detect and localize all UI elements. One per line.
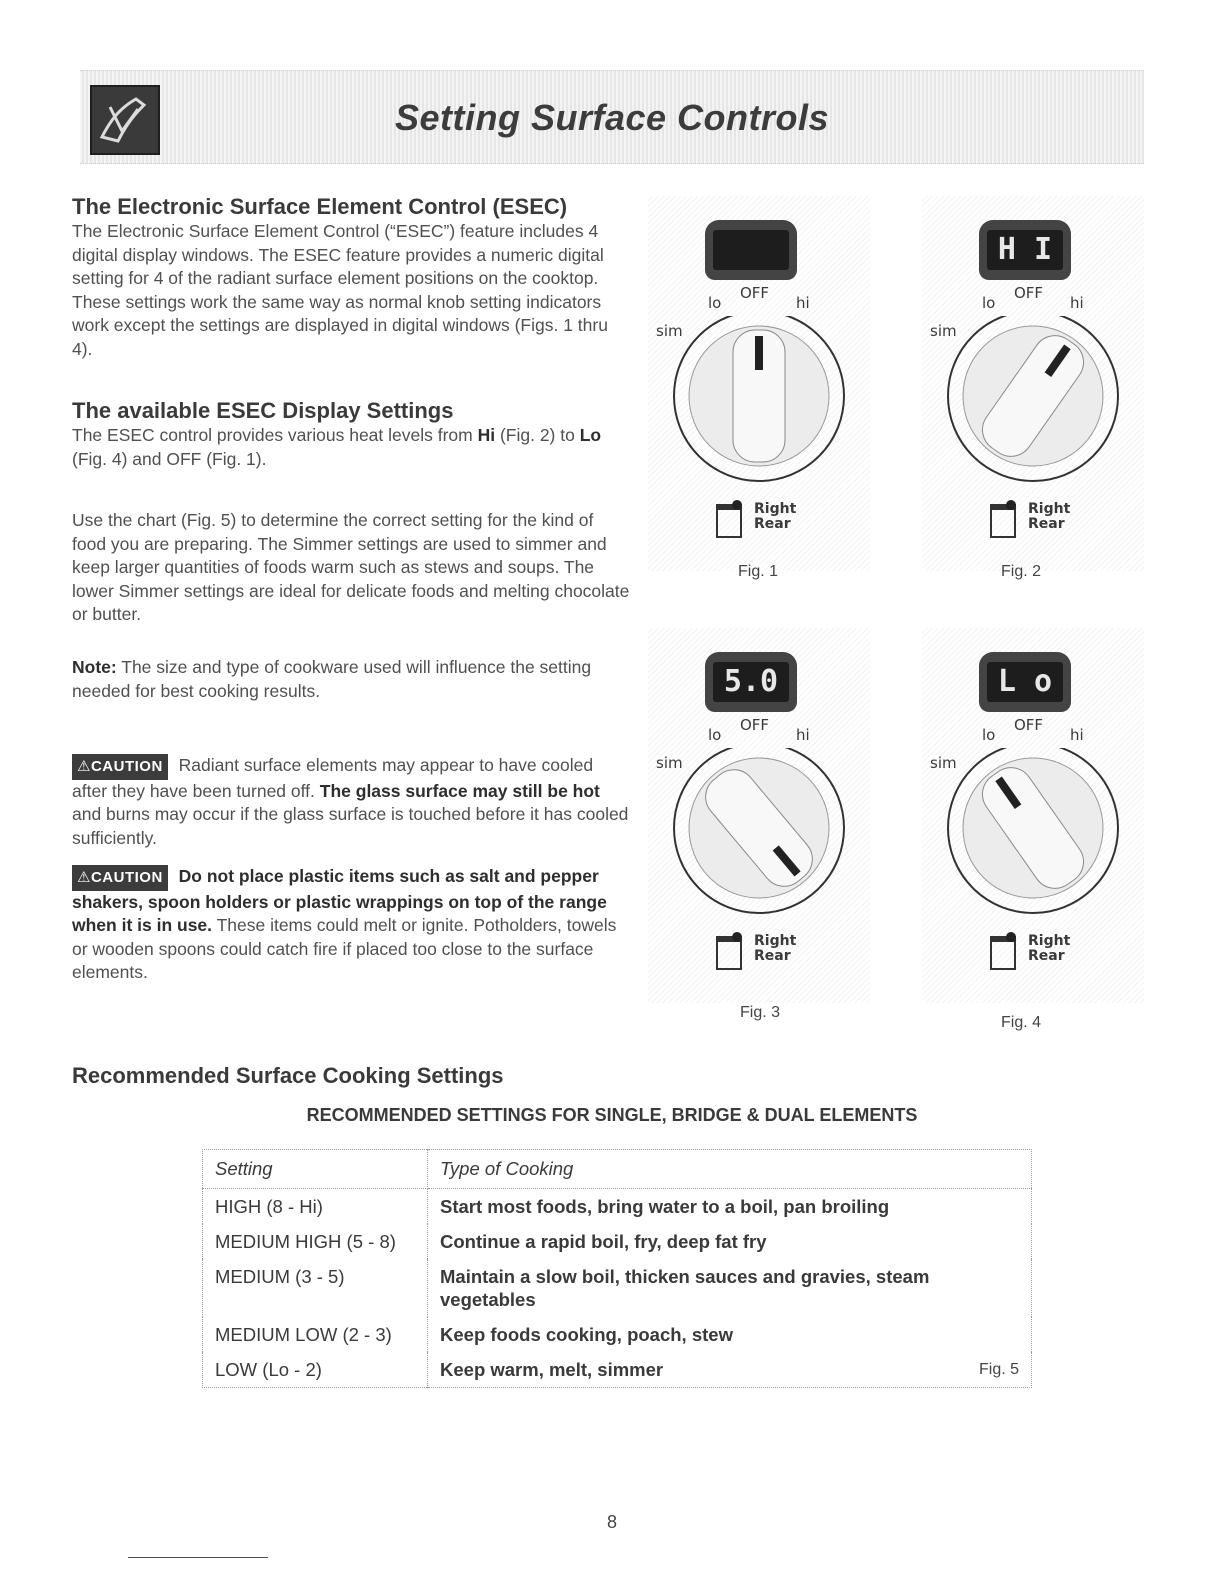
esec-heading: The Electronic Surface Element Control (ESEC) <box>72 194 568 219</box>
position-right-label: Right <box>1028 933 1071 949</box>
control-knob-icon <box>648 748 870 918</box>
column-header-setting: Setting <box>203 1150 428 1189</box>
available-text-3: (Fig. 4) and OFF (Fig. 1). <box>72 448 267 469</box>
fig-4-caption: Fig. 4 <box>1001 1014 1042 1031</box>
cooking-cell <box>428 1352 1032 1388</box>
table-row <box>203 1224 1032 1259</box>
digital-display <box>979 652 1071 712</box>
dial-label-off: OFF <box>1014 284 1044 302</box>
dial-label-lo: lo <box>982 294 996 312</box>
position-right-label: Right <box>1028 501 1071 517</box>
dial-label-lo: lo <box>708 726 722 744</box>
caution-1-text-1: Radiant surface elements may appear to have cooled after they have been turned off. <box>72 755 594 801</box>
dial-label-sim: sim <box>656 754 683 772</box>
lo-label: Lo <box>579 425 602 445</box>
column-header-type: Type of Cooking <box>428 1150 1032 1189</box>
position-right-label: Right <box>754 501 797 517</box>
dial-label-lo: lo <box>708 294 722 312</box>
element-position-label <box>754 934 796 964</box>
element-position-label <box>1028 934 1070 964</box>
position-rear-label: Rear <box>754 516 791 532</box>
figure-1-control <box>648 196 870 571</box>
display-readout: 5.0 <box>713 662 789 702</box>
dial-label-sim: sim <box>656 322 683 340</box>
digital-display <box>705 652 797 712</box>
position-rear-label: Rear <box>754 948 791 964</box>
control-knob-icon <box>648 316 870 486</box>
dial-label-lo: lo <box>982 726 996 744</box>
esec-body: The Electronic Surface Element Control (“ESEC”) feature includes 4 digital display windows. The ESEC feature provides a numeric digital setting for 4 of the radiant surface element positions on the cooktop. These settings work the same way as normal knob setting indicators work except the settings are displayed in digital windows (Figs. 1 thru 4). <box>72 221 608 359</box>
display-readout <box>713 230 789 270</box>
position-rear-label: Rear <box>1028 516 1065 532</box>
element-position-label <box>1028 502 1070 532</box>
table-row <box>203 1352 1032 1388</box>
recommended-heading: Recommended Surface Cooking Settings <box>72 1063 504 1088</box>
element-position-label <box>754 502 796 532</box>
figure-4-control <box>922 628 1144 1003</box>
cooking-text: Keep warm, melt, simmer <box>440 1359 664 1380</box>
setting-cell: HIGH (8 - Hi) <box>203 1189 428 1225</box>
caution-1-bold: The glass surface may still be hot <box>319 780 600 801</box>
cooking-cell: Keep foods cooking, poach, stew <box>440 1324 733 1345</box>
header-banner <box>80 70 1144 164</box>
cooking-cell: Maintain a slow boil, thicken sauces and gravies, steam vegetables <box>440 1266 930 1310</box>
settings-table <box>202 1149 1032 1388</box>
element-position-icon <box>990 504 1016 538</box>
caution-1-paragraph <box>72 754 632 850</box>
chart-paragraph: Use the chart (Fig. 5) to determine the correct setting for the kind of food you are preparing. The Simmer settings are used to simmer and keep larger quantities of foods warm such as stews and soups. The lower Simmer settings are ideal for delicate foods and melting chocolate or butter. <box>72 510 630 624</box>
caution-2 <box>72 865 632 985</box>
setting-cell: LOW (Lo - 2) <box>203 1352 428 1388</box>
digital-display <box>979 220 1071 280</box>
page-title: Setting Surface Controls <box>394 97 830 138</box>
table-title: RECOMMENDED SETTINGS FOR SINGLE, BRIDGE & DUAL ELEMENTS <box>306 1105 918 1125</box>
position-right-label: Right <box>754 933 797 949</box>
digital-display <box>705 220 797 280</box>
page-number: 8 <box>606 1512 617 1532</box>
display-readout: H I <box>987 230 1063 270</box>
note-text: The size and type of cookware used will influence the setting needed for best cooking results. <box>72 657 592 701</box>
control-knob-icon <box>922 748 1144 918</box>
available-text-1: The ESEC control provides various heat levels from <box>72 425 478 445</box>
position-rear-label: Rear <box>1028 948 1065 964</box>
dial-label-sim: sim <box>930 322 957 340</box>
dial-label-hi: hi <box>1070 726 1084 744</box>
note-label: Note: <box>72 657 117 677</box>
footer-rule <box>128 1557 268 1558</box>
element-position-icon <box>990 936 1016 970</box>
figure-3-control <box>648 628 870 1003</box>
cooking-cell: Continue a rapid boil, fry, deep fat fry <box>440 1231 767 1252</box>
hi-label: Hi <box>477 425 496 445</box>
element-position-icon <box>716 504 742 538</box>
position-dot <box>1006 500 1016 510</box>
dial-label-off: OFF <box>740 716 770 734</box>
setting-cell: MEDIUM LOW (2 - 3) <box>203 1317 428 1352</box>
control-knob-icon <box>922 316 1144 486</box>
caution-1-text-2: and burns may occur if the glass surface is touched before it has cooled sufficiently. <box>72 804 629 848</box>
setting-cell: MEDIUM (3 - 5) <box>203 1259 428 1317</box>
caution-2-text: These items could melt or ignite. Potholders, towels or wooden spoons could catch fire if placed too close to the surface elements. <box>72 915 617 982</box>
caution-2-bold: Do not place plastic items such as salt and pepper shakers, spoon holders or plastic wrappings on top of the range when it is in use. <box>72 866 607 935</box>
position-dot <box>732 932 742 942</box>
chart-paragraph-section <box>72 509 632 627</box>
element-position-icon <box>716 936 742 970</box>
caution-1 <box>72 754 632 850</box>
figure-2-control <box>922 196 1144 571</box>
table-row <box>203 1189 1032 1225</box>
esec-section <box>72 194 632 361</box>
dial-label-hi: hi <box>796 294 810 312</box>
available-text-2: (Fig. 2) to <box>495 425 580 445</box>
table-header-row <box>203 1150 1032 1189</box>
fig-5-label: Fig. 5 <box>978 1361 1019 1378</box>
knob-grip <box>733 330 785 462</box>
fig-1-caption: Fig. 1 <box>738 563 779 580</box>
available-heading: The available ESEC Display Settings <box>72 398 454 423</box>
fig-2-caption: Fig. 2 <box>1001 563 1042 580</box>
dial-label-hi: hi <box>796 726 810 744</box>
dial-label-off: OFF <box>740 284 770 302</box>
available-section <box>72 398 632 471</box>
table-row <box>203 1317 1032 1352</box>
setting-cell: MEDIUM HIGH (5 - 8) <box>203 1224 428 1259</box>
position-dot <box>1006 932 1016 942</box>
caution-badge: ⚠CAUTION <box>72 865 168 891</box>
dial-label-off: OFF <box>1014 716 1044 734</box>
note-paragraph <box>72 656 632 703</box>
cooking-cell: Start most foods, bring water to a boil, pan broiling <box>440 1196 890 1217</box>
table-row <box>203 1259 1032 1317</box>
note-section <box>72 656 632 703</box>
dial-label-sim: sim <box>930 754 957 772</box>
knob-pointer <box>755 336 763 370</box>
position-dot <box>732 500 742 510</box>
caution-badge: ⚠CAUTION <box>72 754 168 780</box>
display-readout: L o <box>987 662 1063 702</box>
available-body <box>72 424 632 471</box>
fig-3-caption: Fig. 3 <box>740 1004 781 1021</box>
dial-label-hi: hi <box>1070 294 1084 312</box>
caution-2-paragraph <box>72 865 632 985</box>
